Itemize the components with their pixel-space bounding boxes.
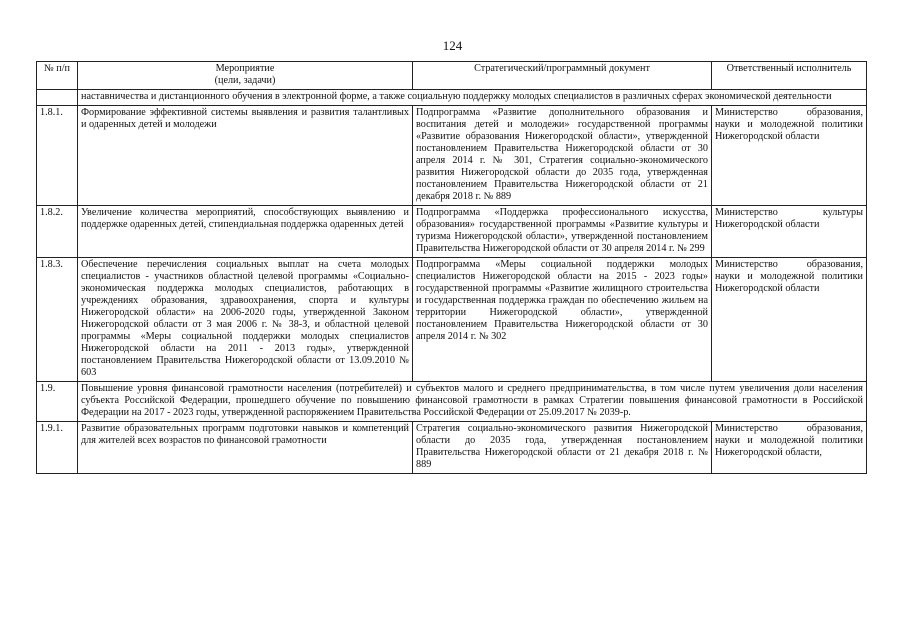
header-num: № п/п	[37, 62, 78, 90]
row-num: 1.8.2.	[37, 206, 78, 258]
measures-table	[36, 61, 867, 474]
page-number: 124	[442, 38, 463, 53]
row-executor: Министерство образования, науки и молодежной политики Нижегородской области	[712, 258, 867, 382]
section-num: 1.9.	[37, 382, 78, 422]
continuation-row	[37, 90, 867, 106]
continuation-text: наставничества и дистанционного обучения в электронной форме, а также социальную поддержку молодых специалистов в различных сферах экономической деятельности	[78, 90, 867, 106]
row-executor: Министерство культуры Нижегородской области	[712, 206, 867, 258]
header-event	[78, 62, 413, 90]
row-document: Подпрограмма «Поддержка профессионального искусства, образования» государственной программы «Развитие культуры и туризма Нижегородской области», утвержденной постановлением Правительства Нижегородской области от 30 апреля 2014 г. № 299	[413, 206, 712, 258]
header-executor: Ответственный исполнитель	[712, 62, 867, 90]
table-row	[37, 258, 867, 382]
row-event: Увеличение количества мероприятий, способствующих выявлению и поддержке одаренных детей, стипендиальная поддержка одаренных детей	[78, 206, 413, 258]
table-row	[37, 206, 867, 258]
header-event-title: Мероприятие	[215, 63, 275, 74]
row-document: Стратегия социально-экономического развития Нижегородской области до 2035 года, утвержденная постановлением Правительства Нижегородской области от 21 декабря 2018 г. № 889	[413, 422, 712, 474]
row-num: 1.8.1.	[37, 106, 78, 206]
row-event: Развитие образовательных программ подготовки навыков и компетенций для жителей всех возрастов по финансовой грамотности	[78, 422, 413, 474]
section-row	[37, 382, 867, 422]
table-row	[37, 106, 867, 206]
header-document: Стратегический/программный документ	[413, 62, 712, 90]
row-executor: Министерство образования, науки и молодежной политики Нижегородской области	[712, 106, 867, 206]
row-num: 1.8.3.	[37, 258, 78, 382]
header-event-subtitle: (цели, задачи)	[214, 75, 276, 86]
row-executor: Министерство образования, науки и молодежной политики Нижегородской области,	[712, 422, 867, 474]
row-event: Формирование эффективной системы выявления и развития талантливых и одаренных детей и молодежи	[78, 106, 413, 206]
table-row	[37, 422, 867, 474]
section-text: Повышение уровня финансовой грамотности населения (потребителей) и субъектов малого и среднего предпринимательства, в том числе путем увеличения доли населения субъекта Российской Федерации, прошедшего обучение по повышению финансовой грамотности в рамках Стратегии повышения финансовой грамотности в Российской Федерации на 2017 - 2023 годы, утвержденной распоряжением Правительства Российской Федерации от 25.09.2017 № 2039-р.	[78, 382, 867, 422]
table-header-row	[37, 62, 867, 90]
row-document: Подпрограмма «Развитие дополнительного образования и воспитания детей и молодежи» государственной программы «Развитие образования Нижегородской области», утвержденной постановлением Правительства Нижегородской области от 30 апреля 2014 г. № 301, Стратегия социально-экономического развития Нижегородской области до 2035 года, утвержденная постановлением Правительства Нижегородской области от 21 декабря 2018 г. № 889	[413, 106, 712, 206]
row-num: 1.9.1.	[37, 422, 78, 474]
row-document: Подпрограмма «Меры социальной поддержки молодых специалистов Нижегородской области на 2015 - 2023 годы» государственной программы «Развитие жилищного строительства и государственная поддержка граждан по обеспечению жильем на территории Нижегородской области», утвержденной постановлением Правительства Нижегородской области от 30 апреля 2014 г. № 302	[413, 258, 712, 382]
continuation-num-cell	[37, 90, 78, 106]
row-event: Обеспечение перечисления социальных выплат на счета молодых специалистов - участников областной целевой программы «Социально-экономическая поддержка молодых специалистов, работающих в учреждениях образования, здравоохранения, спорта и культуры Нижегородской области» на 2006-2020 годы, утвержденной Законом Нижегородской области от 3 мая 2006 г. № 38-З, и областной целевой программы «Меры социальной поддержки молодых специалистов Нижегородской области на 2011 - 2013 годы», утвержденной постановлением Правительства Нижегородской области от 13.09.2010 № 603	[78, 258, 413, 382]
